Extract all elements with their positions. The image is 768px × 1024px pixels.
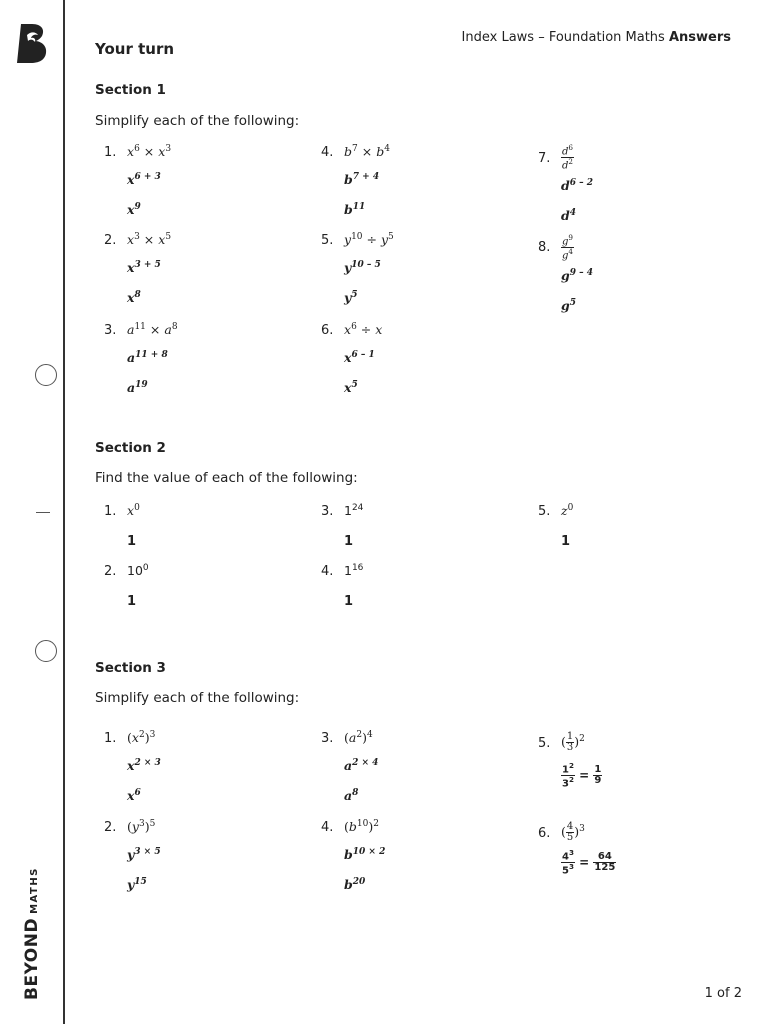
brand-wordmark: BEYONDMATHS xyxy=(22,867,42,1000)
section-1-heading: Section 1 xyxy=(95,82,166,98)
beyond-logo-icon xyxy=(14,22,50,64)
section-2-heading: Section 2 xyxy=(95,440,166,456)
fold-mark xyxy=(36,512,50,513)
page-title: Your turn xyxy=(95,40,175,58)
margin-rule xyxy=(63,0,65,1024)
punch-hole xyxy=(35,640,57,662)
section-2-instruction: Find the value of each of the following: xyxy=(95,470,358,486)
page-number: 1 of 2 xyxy=(704,986,742,1001)
page-header: Index Laws – Foundation Maths Answers xyxy=(461,30,731,45)
section-3-instruction: Simplify each of the following: xyxy=(95,690,300,706)
punch-hole xyxy=(35,364,57,386)
section-1-instruction: Simplify each of the following: xyxy=(95,113,300,129)
section-3-heading: Section 3 xyxy=(95,660,166,676)
